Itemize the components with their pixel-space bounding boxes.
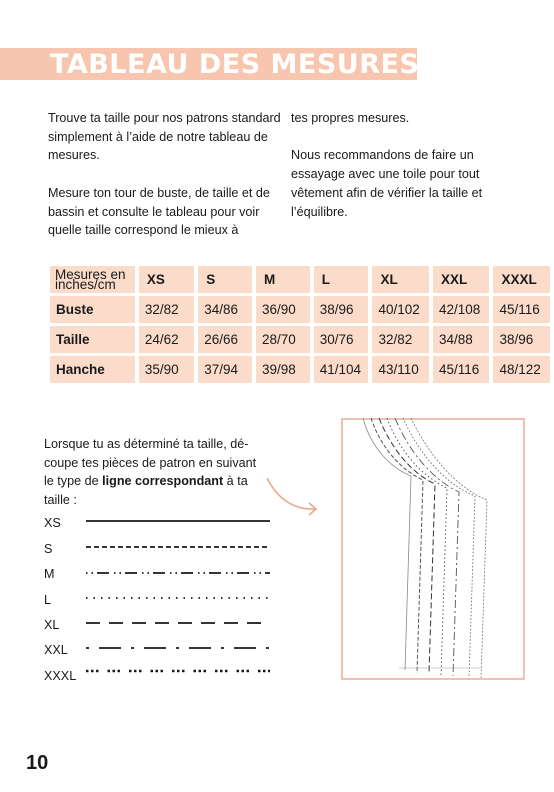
size-header: XXXL xyxy=(493,266,550,293)
table-row-taille xyxy=(50,326,550,353)
pattern-pieces-illustration xyxy=(341,418,525,680)
table-cell: 42/108 xyxy=(433,296,489,323)
table-cell: 37/94 xyxy=(198,356,252,383)
page-number: 10 xyxy=(26,752,49,774)
size-header: L xyxy=(314,266,369,293)
legend-intro-bold: ligne correspondant xyxy=(102,474,224,489)
table-cell: 26/66 xyxy=(198,326,252,353)
size-header: XXL xyxy=(433,266,489,293)
table-header-row xyxy=(50,266,550,293)
size-chart-table xyxy=(46,263,554,386)
table-cell: 39/98 xyxy=(256,356,310,383)
row-label: Hanche xyxy=(50,356,135,383)
intro-paragraph-2: Mesure ton tour de buste, de taille et de bassin et consulte le tableau pour voir quelle taille correspond le mieux à xyxy=(48,185,270,238)
legend-label-xs: XS xyxy=(44,516,61,530)
table-cell: 45/116 xyxy=(433,356,489,383)
table-corner-label: Mesures en inches/cm xyxy=(50,266,135,293)
size-header: XS xyxy=(139,266,194,293)
table-cell: 32/82 xyxy=(372,326,428,353)
table-cell: 36/90 xyxy=(256,296,310,323)
table-cell: 48/122 xyxy=(493,356,550,383)
intro-left-column xyxy=(48,109,283,259)
legend-label-s: S xyxy=(44,542,53,556)
table-row-buste xyxy=(50,296,550,323)
table-cell: 35/90 xyxy=(139,356,194,383)
size-header: M xyxy=(256,266,310,293)
legend-label-xxl: XXL xyxy=(44,643,68,657)
table-cell: 38/96 xyxy=(314,296,369,323)
legend-label-xl: XL xyxy=(44,618,60,632)
intro-paragraph-4: Nous recommandons de faire un essayage avec une toile pour tout vêtement afin de vérifier la taille et l’équilibre. xyxy=(291,148,483,219)
arrow-icon xyxy=(265,476,325,524)
table-cell: 45/116 xyxy=(493,296,550,323)
row-label: Buste xyxy=(50,296,135,323)
page-title: TABLEAU DES MESURES xyxy=(50,49,420,80)
legend-label-m: M xyxy=(44,567,55,581)
table-cell: 43/110 xyxy=(372,356,428,383)
table-cell: 34/88 xyxy=(433,326,489,353)
line-legend-intro xyxy=(44,435,264,509)
legend-label-xxxl: XXXL xyxy=(44,669,77,683)
table-cell: 30/76 xyxy=(314,326,369,353)
legend-intro-text-end: à ta taille : xyxy=(44,474,248,507)
intro-right-column xyxy=(291,109,506,240)
table-cell: 34/86 xyxy=(198,296,252,323)
size-header: S xyxy=(198,266,252,293)
table-cell: 32/82 xyxy=(139,296,194,323)
legend-intro-text: Lorsque tu as déterminé ta taille, dé-coupe tes pièces de patron en suivant le type de xyxy=(44,437,257,489)
size-header: XL xyxy=(372,266,428,293)
intro-paragraph-3: tes propres mesures. xyxy=(291,111,410,125)
table-cell: 38/96 xyxy=(493,326,550,353)
intro-paragraph-1: Trouve ta taille pour nos patrons standard simplement à l’aide de notre tableau de mesures. xyxy=(48,111,281,163)
table-cell: 41/104 xyxy=(314,356,369,383)
table-cell: 28/70 xyxy=(256,326,310,353)
row-label: Taille xyxy=(50,326,135,353)
table-cell: 24/62 xyxy=(139,326,194,353)
table-cell: 40/102 xyxy=(372,296,428,323)
line-style-samples xyxy=(84,512,274,682)
legend-label-l: L xyxy=(44,593,52,607)
table-row-hanche xyxy=(50,356,550,383)
